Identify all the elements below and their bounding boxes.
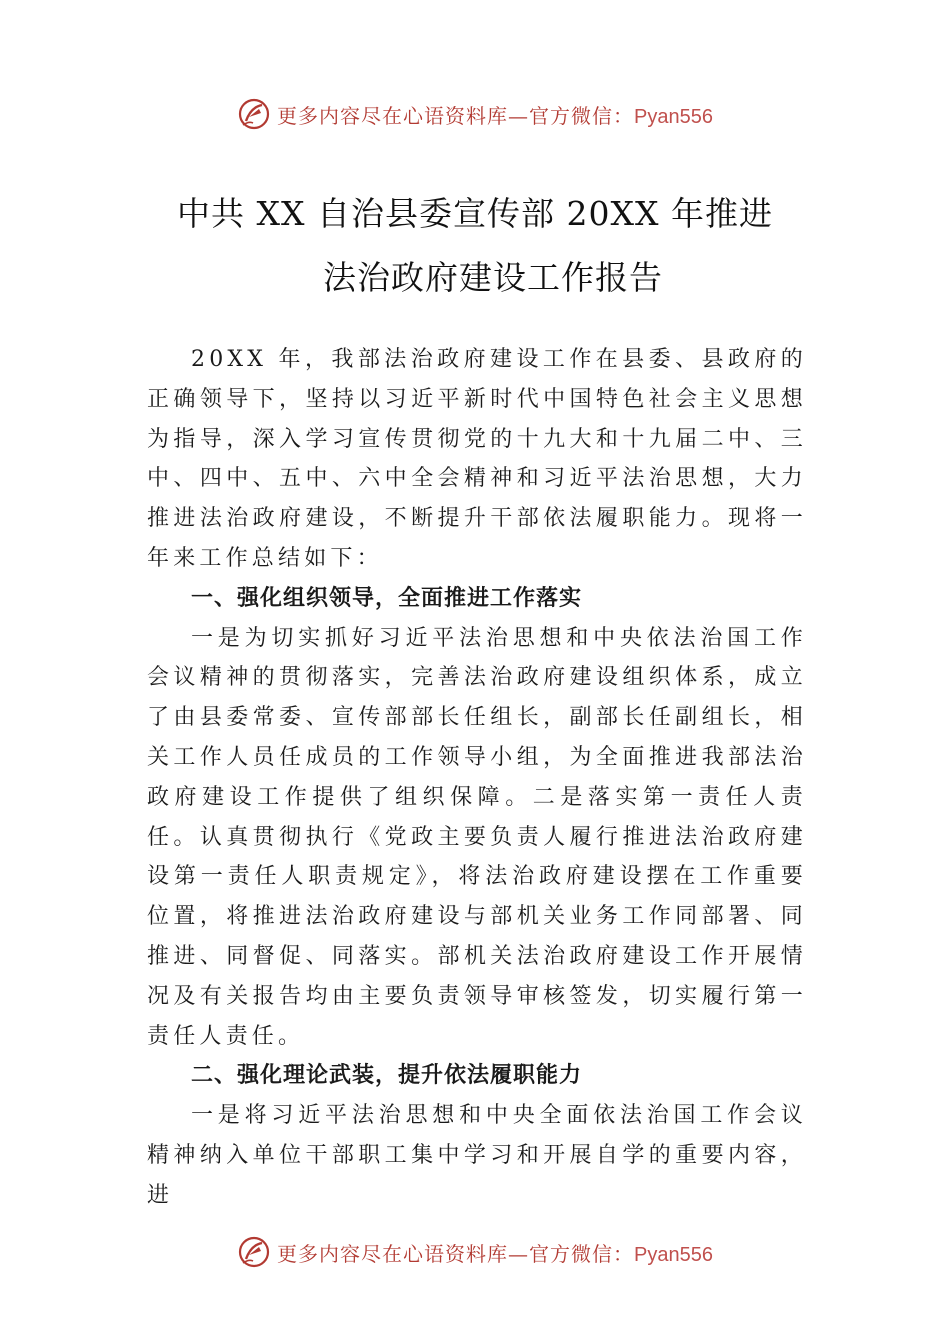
section-1-heading: 一、强化组织领导，全面推进工作落实	[191, 585, 583, 611]
header-banner-id: Pyan556	[634, 105, 713, 128]
header-banner-title: 更多内容尽在心语资料库	[277, 103, 509, 128]
section-1-paragraph: 一是为切实抓好习近平法治思想和中央依法治国工作会议精神的贯彻落实，完善法治政府建设组织体系，成立了由县委常委、宣传部部长任组长，副部长任副组长，相关工作人员任成员的工作领导小组，为全面推进我部法治政府建设工作提供了组织保障。二是落实第一责任人责任。认真贯彻执行《党政主要负责人履行推进法治政府建设第一责任人职责规定》，将法治政府建设摆在工作重要位置，将推进法治政府建设与部机关业务工作同部署、同推进、同督促、同落实。部机关法治政府建设工作开展情况及有关报告均由主要负责领导审核签发，切实履行第一责任人责任。	[147, 625, 807, 1049]
document-body	[147, 340, 807, 1216]
document-title-line-2: 法治政府建设工作报告	[323, 258, 663, 297]
header-banner-sub: 官方微信：	[529, 103, 635, 128]
header-banner-text	[277, 100, 713, 129]
section-2-paragraph: 一是将习近平法治思想和中央全面依法治国工作会议精神纳入单位干部职工集中学习和开展自学的重要内容，进	[147, 1103, 807, 1208]
footer-banner	[0, 1232, 950, 1272]
footer-banner-sub: 官方微信：	[529, 1241, 635, 1266]
document-title-line-1: 中共 XX 自治县委宣传部 20XX 年推进	[177, 194, 773, 233]
footer-banner-dash: —	[508, 1241, 530, 1266]
footer-banner-id: Pyan556	[634, 1243, 713, 1266]
intro-paragraph: 20XX 年，我部法治政府建设工作在县委、县政府的正确领导下，坚持以习近平新时代中国特色社会主义思想为指导，深入学习宣传贯彻党的十九大和十九届二中、三中、四中、五中、六中全会精神和习近平法治思想，大力推进法治政府建设，不断提升干部依法履职能力。现将一年来工作总结如下：	[147, 347, 807, 571]
footer-banner-text	[277, 1238, 713, 1267]
brand-logo-icon	[237, 97, 271, 131]
header-banner-dash: —	[508, 103, 530, 128]
footer-banner-title: 更多内容尽在心语资料库	[277, 1241, 509, 1266]
header-banner	[0, 94, 950, 134]
section-2-heading: 二、强化理论武装，提升依法履职能力	[191, 1063, 583, 1089]
brand-logo-icon	[237, 1235, 271, 1269]
